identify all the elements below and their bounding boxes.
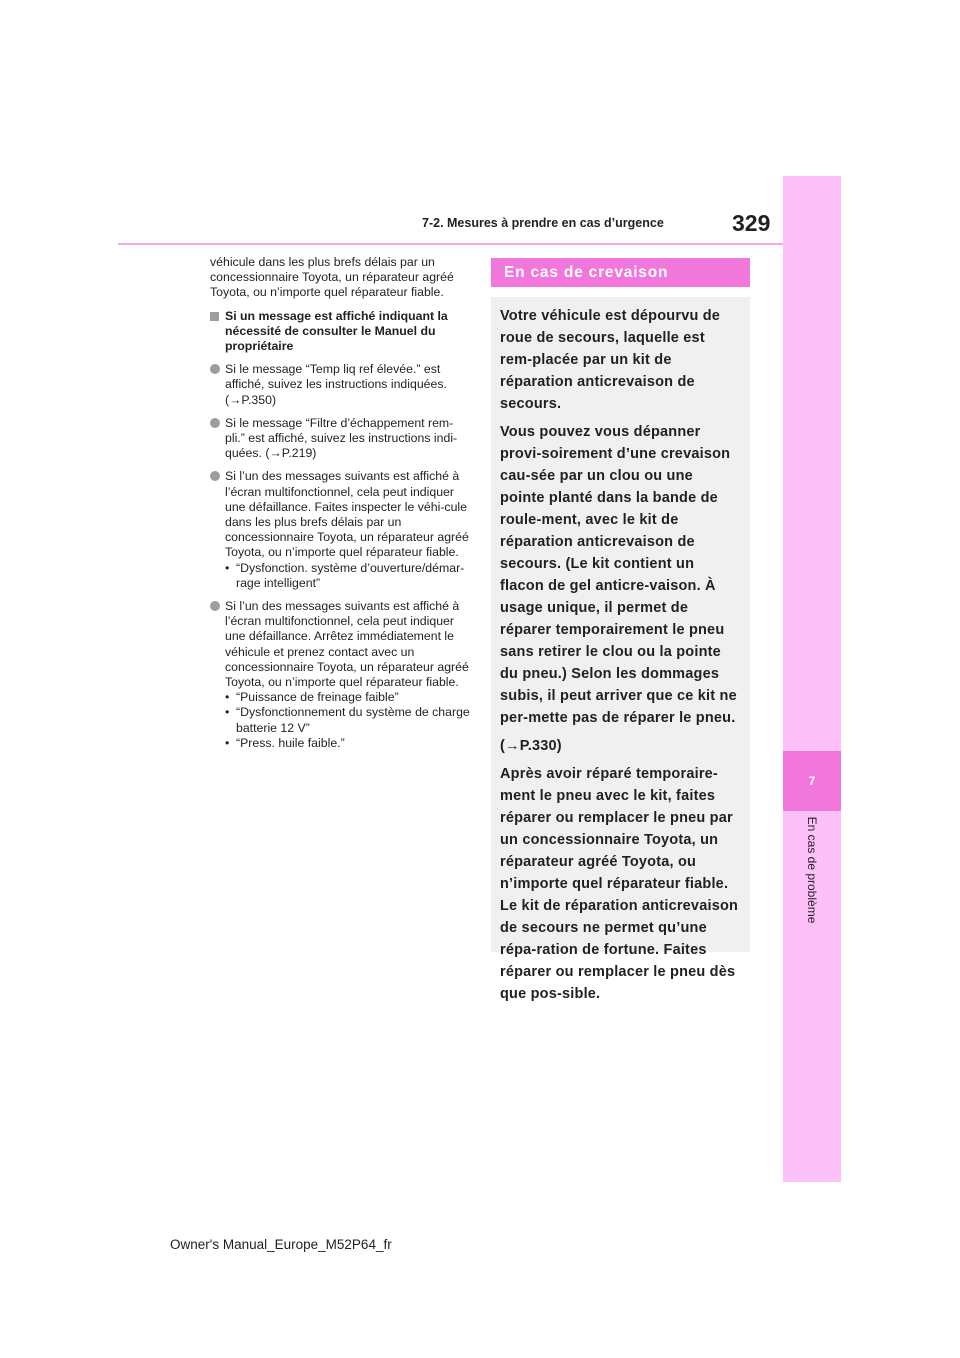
list-item-text: Si le message “Temp liq ref élevée.” est affiché, suivez les instructions indiquées. (→P.350) [225, 362, 447, 407]
message-item [225, 561, 472, 591]
list-item-text: Si l’un des messages suivants est affiché à l’écran multifonctionnel, cela peut indiquer une défaillance. Faites inspecter le véhi-cule dans les plus brefs délais par un concessionnaire Toyota, un réparateur agréé Toyota, ou n’importe quel réparateur fiable. [225, 469, 469, 560]
page-number: 329 [732, 210, 771, 236]
message-item [225, 690, 472, 705]
manual-footer: Owner's Manual_Europe_M52P64_fr [170, 1237, 392, 1252]
circle-bullet-icon [210, 418, 220, 428]
chapter-title: En cas de problème [805, 816, 819, 924]
message-text: “Press. huile faible.” [236, 735, 345, 750]
chapter-side-tab [783, 176, 841, 1182]
list-item [210, 599, 472, 751]
list-item [210, 416, 472, 462]
list-item [210, 469, 472, 591]
bullet-dot-icon: • [225, 560, 230, 575]
bullet-dot-icon: • [225, 735, 230, 750]
square-bullet-icon [210, 312, 219, 321]
message-list [225, 561, 472, 591]
chapter-number: 7 [783, 751, 841, 811]
list-item-body [225, 599, 472, 751]
section-title: 7-2. Mesures à prendre en cas d’urgence [422, 216, 664, 230]
circle-bullet-icon [210, 364, 220, 374]
page-reference: (→P.330) [500, 738, 562, 754]
bullet-dot-icon: • [225, 690, 230, 705]
message-list [225, 690, 472, 751]
flat-tire-box [491, 297, 750, 1002]
flat-tire-paragraph: Après avoir réparé temporaire-ment le pneu avec le kit, faites réparer ou remplacer le pneu par un concessionnaire Toyota, un réparateur agréé Toyota, ou n’importe quel réparateur fiable. Le kit de réparation anticrevaison de secours ne permet qu’une répa-ration de fortune. Faites réparer ou remplacer le pneu dès que pos-sible. [500, 766, 739, 1002]
circle-bullet-icon [210, 601, 220, 611]
intro-paragraph: véhicule dans les plus brefs délais par un concessionnaire Toyota, un réparateur agréé Toyota, ou n’importe quel réparateur fiable. [210, 255, 454, 300]
header-divider [118, 243, 783, 245]
list-item [210, 362, 472, 408]
left-column [210, 255, 472, 759]
message-item [225, 736, 472, 751]
subsection-heading-text: Si un message est affiché indiquant la nécessité de consulter le Manuel du propriétaire [225, 308, 448, 354]
list-item-body [225, 469, 472, 591]
list-item-text: Si le message “Filtre d’échappement rem-pli.” est affiché, suivez les instructions indi-quées. (→P.219) [225, 415, 458, 461]
message-item [225, 705, 472, 735]
bullet-dot-icon: • [225, 705, 230, 720]
message-text: “Dysfonctionnement du système de charge batterie 12 V” [236, 705, 470, 735]
message-text: “Dysfonction. système d’ouverture/démar-rage intelligent” [236, 560, 465, 590]
list-item-text: Si l’un des messages suivants est affiché à l’écran multifonctionnel, cela peut indiquer une défaillance. Arrêtez immédiatement le véhicule et prenez contact avec un concessionnaire Toyota, un réparateur agréé Toyota, ou n’importe quel réparateur fiable. [225, 599, 469, 690]
message-text: “Puissance de freinage faible” [236, 690, 399, 705]
flat-tire-paragraph: Vous pouvez vous dépanner provi-soirement d’une crevaison cau-sée par un clou ou une pointe planté dans la bande de roule-ment, avec le kit de réparation anticrevaison de secours. (Le kit contient un flacon de gel anticre-vaison. À usage unique, il permet de réparer temporairement le pneu sans retirer le clou ou la pointe du pneu.) Selon les dommages subis, il peut arriver que ce kit ne per-mette pas de réparer le pneu. [500, 424, 737, 726]
flat-tire-paragraph: Votre véhicule est dépourvu de roue de secours, laquelle est rem-placée par un kit de réparation anticrevaison de secours. [500, 308, 721, 412]
flat-tire-heading: En cas de crevaison [491, 258, 750, 287]
subsection-heading [210, 309, 472, 355]
circle-bullet-icon [210, 471, 220, 481]
